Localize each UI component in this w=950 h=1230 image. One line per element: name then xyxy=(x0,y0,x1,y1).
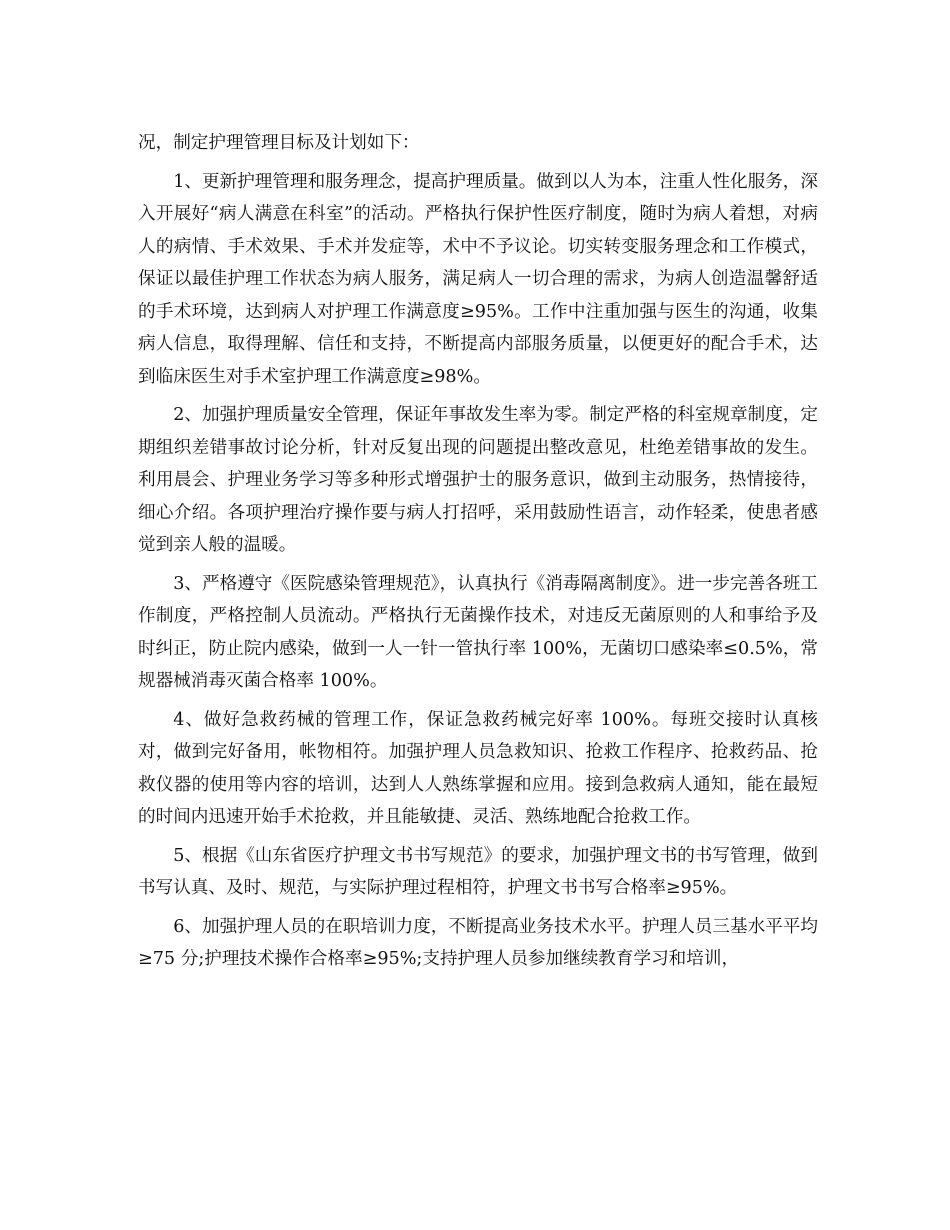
document-body xyxy=(138,127,818,982)
paragraph-item-2: 2、加强护理质量安全管理，保证年事故发生率为零。制定严格的科室规章制度，定期组织差错事故讨论分析，针对反复出现的问题提出整改意见，杜绝差错事故的发生。利用晨会、护理业务学习等多种形式增强护士的服务意识，做到主动服务，热情接待，细心介绍。各项护理治疗操作要与病人打招呼，采用鼓励性语言，动作轻柔，使患者感觉到亲人般的温暖。 xyxy=(138,405,818,555)
paragraph-item-1: 1、更新护理管理和服务理念，提高护理质量。做到以人为本，注重人性化服务，深入开展好“病人满意在科室”的活动。严格执行保护性医疗制度，随时为病人着想，对病人的病情、手术效果、手术并发症等，术中不予议论。切实转变服务理念和工作模式，保证以最佳护理工作状态为病人服务，满足病人一切合理的需求，为病人创造温馨舒适的手术环境，达到病人对护理工作满意度≥95%。工作中注重加强与医生的沟通，收集病人信息，取得理解、信任和支持，不断提高内部服务质量，以便更好的配合手术，达到临床医生对手术室护理工作满意度≥98%。 xyxy=(138,171,818,387)
paragraph-item-6: 6、加强护理人员的在职培训力度，不断提高业务技术水平。护理人员三基水平平均≥75 分;护理技术操作合格率≥95%;支持护理人员参加继续教育学习和培训， xyxy=(138,916,818,969)
paragraph-item-4: 4、做好急救药械的管理工作，保证急救药械完好率 100%。每班交接时认真核对，做到完好备用，帐物相符。加强护理人员急救知识、抢救工作程序、抢救药品、抢救仪器的使用等内容的培训，达到人人熟练掌握和应用。接到急救病人通知，能在最短的时间内迅速开始手术抢救，并且能敏捷、灵活、熟练地配合抢救工作。 xyxy=(138,709,818,827)
paragraph-item-3: 3、严格遵守《医院感染管理规范》，认真执行《消毒隔离制度》。进一步完善各班工作制度，严格控制人员流动。严格执行无菌操作技术，对违反无菌原则的人和事给予及时纠正，防止院内感染，做到一人一针一管执行率 100%，无菌切口感染率≤0.5%，常规器械消毒灭菌合格率 100%。 xyxy=(138,573,818,691)
paragraph-intro: 况，制定护理管理目标及计划如下： xyxy=(138,133,420,153)
paragraph-item-5: 5、根据《山东省医疗护理文书书写规范》的要求，加强护理文书的书写管理，做到书写认真、及时、规范，与实际护理过程相符，护理文书书写合格率≥95%。 xyxy=(138,845,818,898)
